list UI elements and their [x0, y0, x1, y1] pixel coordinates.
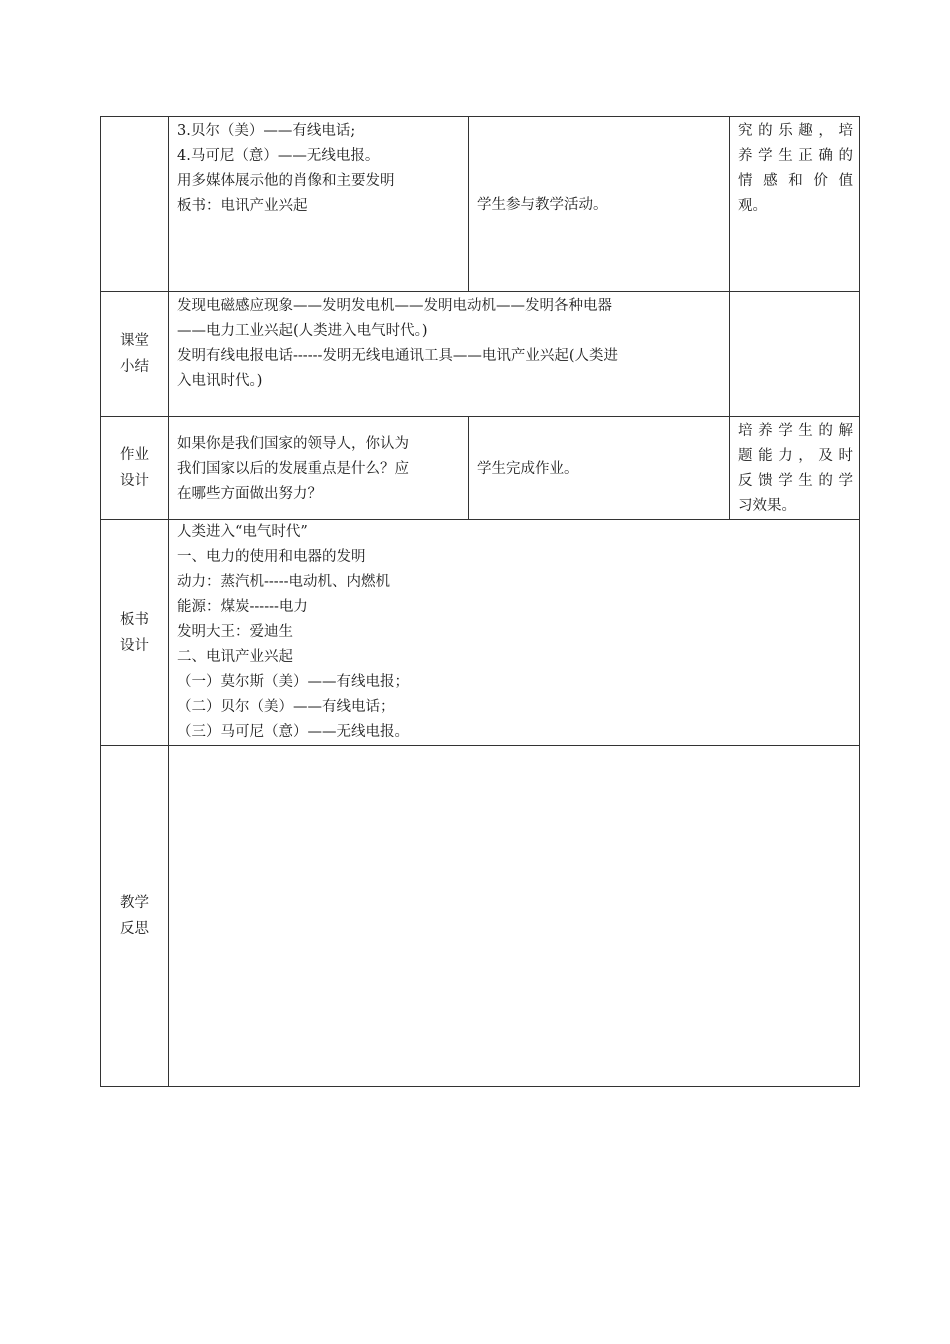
row1-label-cell — [101, 117, 169, 292]
summary-line: 入电讯时代。) — [177, 373, 263, 389]
homework-line: 我们国家以后的发展重点是什么？应 — [177, 460, 409, 477]
student-activity: 学生完成作业。 — [477, 460, 579, 477]
board-line: 发明大王：爱迪生 — [177, 624, 293, 640]
intent-line: 养学生正确的 — [738, 148, 853, 164]
label-line: 作业 — [120, 447, 149, 463]
content-line: 4.马可尼（意）——无线电报。 — [177, 148, 380, 164]
homework-label — [101, 417, 169, 520]
intent-line: 反馈学生的学 — [738, 473, 853, 489]
homework-line: 在哪些方面做出努力？ — [177, 485, 322, 502]
summary-line: ——电力工业兴起(人类进入电气时代。) — [177, 323, 428, 339]
board-line: 人类进入“电气时代” — [177, 524, 308, 540]
label-line: 设计 — [120, 473, 149, 489]
board-line: 动力：蒸汽机-----电动机、内燃机 — [177, 574, 390, 590]
label-line: 板书 — [120, 611, 149, 628]
board-line: 一、电力的使用和电器的发明 — [177, 549, 366, 565]
class-summary-intent — [730, 292, 860, 417]
row1-content-cell — [169, 117, 469, 292]
homework-student — [469, 417, 730, 520]
intent-line: 培养学生的解 — [738, 423, 853, 439]
class-summary-label — [101, 292, 169, 417]
class-summary-content — [169, 292, 730, 417]
homework-content — [169, 417, 469, 520]
intent-line: 究的乐趣，培 — [738, 123, 853, 139]
summary-line: 发明有线电报电话------发明无线电通讯工具——电讯产业兴起(人类进 — [177, 348, 619, 364]
label-line: 教学 — [120, 895, 149, 911]
board-design-content — [169, 520, 860, 746]
class-summary-row — [101, 292, 860, 417]
lesson-plan-table — [100, 116, 860, 1087]
board-line: 能源：煤炭------电力 — [177, 599, 308, 615]
board-line: （三）马可尼（意）——无线电报。 — [177, 724, 409, 740]
intent-line: 观。 — [738, 198, 767, 214]
intent-line: 情 感 和 价 值 — [738, 173, 853, 189]
homework-line: 如果你是我们国家的领导人，你认为 — [177, 435, 409, 452]
board-design-row — [101, 520, 860, 746]
content-line: 用多媒体展示他的肖像和主要发明 — [177, 173, 395, 189]
homework-intent — [730, 417, 860, 520]
label-line: 课堂 — [120, 333, 149, 349]
board-line: 二、电讯产业兴起 — [177, 649, 293, 665]
reflection-row — [101, 746, 860, 1087]
student-activity: 学生参与教学活动。 — [477, 196, 608, 213]
row1-student-cell — [469, 117, 730, 292]
row1-intent-cell — [730, 117, 860, 292]
teaching-process-row — [101, 117, 860, 292]
content-line: 3.贝尔（美）——有线电话; — [177, 123, 356, 139]
board-line: （二）贝尔（美）——有线电话； — [177, 699, 395, 715]
homework-row — [101, 417, 860, 520]
intent-line: 题能力，及时 — [738, 448, 853, 464]
board-line: （一）莫尔斯（美）——有线电报； — [177, 674, 409, 690]
intent-line: 习效果。 — [738, 498, 796, 514]
label-line: 反思 — [120, 921, 149, 937]
reflection-content — [169, 746, 860, 1087]
board-design-label — [101, 520, 169, 746]
content-line: 板书：电讯产业兴起 — [177, 198, 308, 214]
reflection-label — [101, 746, 169, 1087]
label-line: 设计 — [120, 637, 149, 654]
lesson-plan-page — [100, 116, 859, 1087]
summary-line: 发现电磁感应现象——发明发电机——发明电动机——发明各种电器 — [177, 298, 612, 314]
label-line: 小结 — [120, 359, 149, 375]
